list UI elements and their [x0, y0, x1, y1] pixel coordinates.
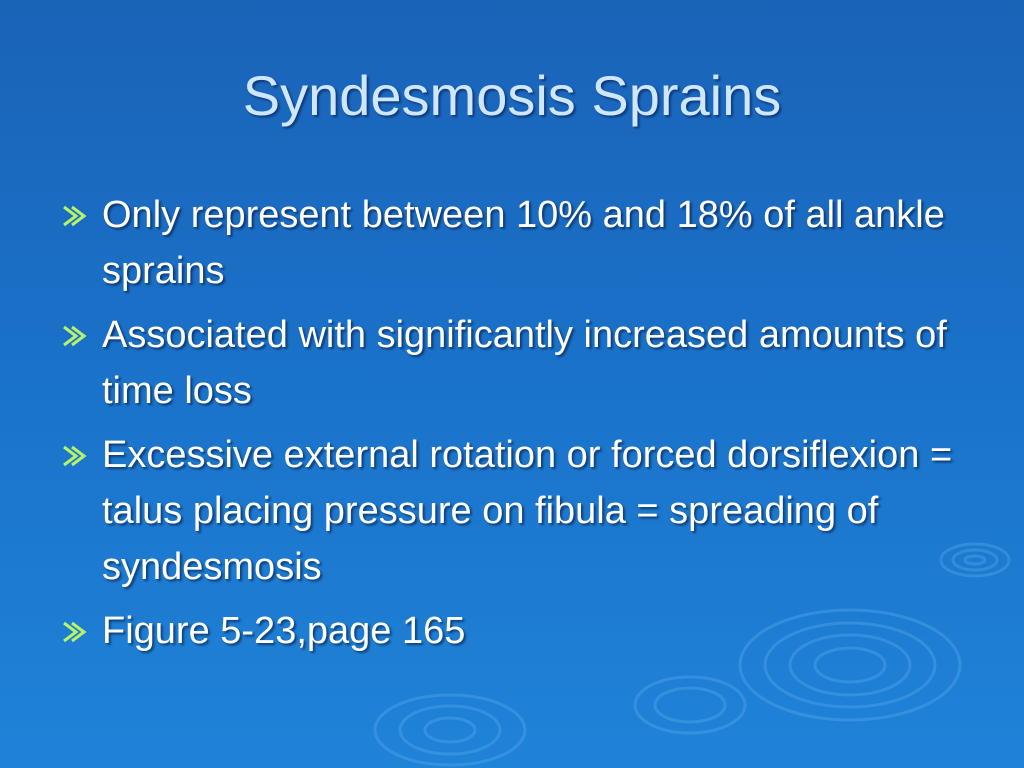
- bullet-item: [60, 427, 960, 595]
- bullet-text: Excessive external rotation or forced dorsiflexion = talus placing pressure on fibula = spreading of syndesmosis: [102, 434, 953, 588]
- arrow-bullet-icon: [60, 325, 90, 347]
- bullet-item: [60, 187, 960, 299]
- bullet-text: Associated with significantly increased amounts of time loss: [102, 314, 947, 412]
- slide-title: Syndesmosis Sprains: [242, 64, 782, 127]
- bullet-text: Figure 5-23,page 165: [102, 610, 466, 652]
- arrow-bullet-icon: [60, 621, 90, 643]
- arrow-bullet-icon: [60, 445, 90, 467]
- bullet-item: [60, 307, 960, 419]
- bullet-item: [60, 603, 960, 659]
- bullet-text: Only represent between 10% and 18% of all ankle sprains: [102, 194, 945, 292]
- arrow-bullet-icon: [60, 205, 90, 227]
- bullet-list: [60, 187, 960, 667]
